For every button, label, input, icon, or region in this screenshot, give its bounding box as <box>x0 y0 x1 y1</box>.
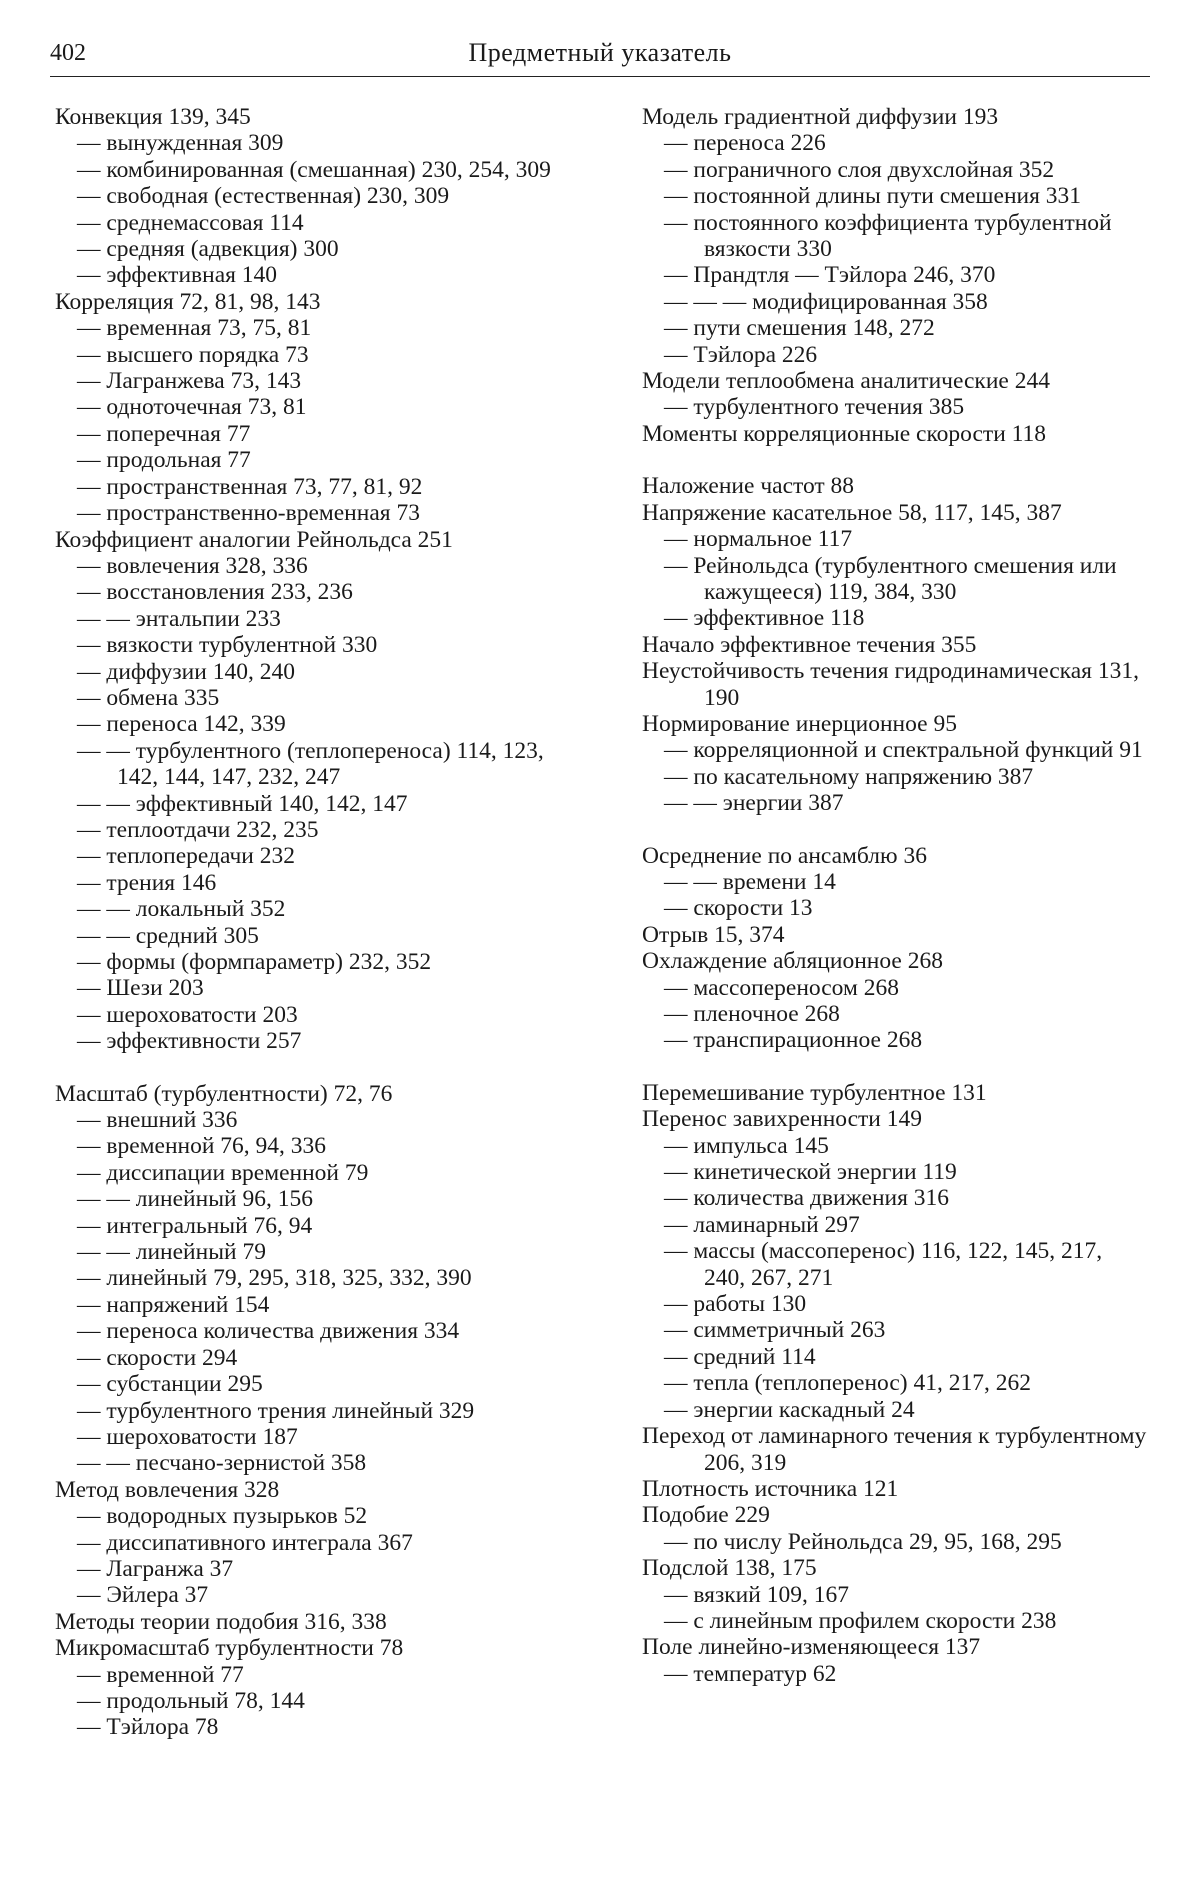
index-subentry: — симметричный 263 <box>664 1317 886 1344</box>
index-subentry: — восстановления 233, 236 <box>77 579 353 606</box>
index-subentry: — массы (массоперенос) 116, 122, 145, 217, 240, 267, 271 <box>664 1238 1103 1291</box>
index-column-right <box>642 104 1147 1687</box>
index-subentry: — формы (формпараметр) 232, 352 <box>77 949 432 975</box>
index-subentry: — — времени 14 <box>664 868 836 895</box>
index-subentry: — транспирационное 268 <box>664 1027 923 1054</box>
index-entry: Методы теории подобия 316, 338 <box>55 1608 387 1635</box>
index-subentry: — теплопередачи 232 <box>77 843 295 870</box>
index-subentry: — пути смешения 148, 272 <box>664 315 935 342</box>
index-subentry: — пространственная 73, 77, 81, 92 <box>77 473 423 500</box>
index-subentry: — продольный 78, 144 <box>77 1687 305 1714</box>
index-entry: Модели теплообмена аналитические 244 <box>642 368 1050 395</box>
index-subentry: — водородных пузырьков 52 <box>77 1503 368 1530</box>
index-entry: Осреднение по ансамблю 36 <box>642 842 927 869</box>
index-subentry: — внешний 336 <box>77 1107 238 1134</box>
index-subentry: — переноса 226 <box>664 130 826 157</box>
index-subentry: — — линейный 79 <box>77 1239 266 1266</box>
index-subentry: — пограничного слоя двухслойная 352 <box>664 156 1055 183</box>
index-subentry: — Шези 203 <box>77 975 204 1002</box>
index-subentry: — — песчано-зернистой 358 <box>77 1450 367 1477</box>
page-number: 402 <box>50 40 86 66</box>
index-subentry: — теплоотдачи 232, 235 <box>77 816 319 843</box>
index-subentry: — эффективная 140 <box>77 262 278 289</box>
index-subentry: — нормальное 117 <box>664 526 853 553</box>
index-entry: Конвекция 139, 345 <box>55 104 251 130</box>
index-entry: Подслой 138, 175 <box>642 1555 817 1582</box>
index-subentry: — субстанции 295 <box>77 1371 263 1398</box>
running-title: Предметный указатель <box>468 38 732 67</box>
index-entry: Перенос завихренности 149 <box>642 1106 923 1133</box>
index-subentry: — турбулентного течения 385 <box>664 394 965 421</box>
index-subentry: — — энергии 387 <box>664 790 844 817</box>
index-subentry: — Тэйлора 78 <box>77 1714 219 1741</box>
index-entry: Подобие 229 <box>642 1502 770 1529</box>
index-subentry: — временной 77 <box>77 1661 244 1688</box>
index-subentry: — кинетической энергии 119 <box>664 1159 957 1186</box>
index-subentry: — по касательному напряжению 387 <box>664 763 1034 790</box>
index-entry: Отрыв 15, 374 <box>642 921 785 948</box>
index-subentry: — поперечная 77 <box>77 420 251 447</box>
index-subentry: — Тэйлора 226 <box>664 341 818 368</box>
index-subentry: — — средний 305 <box>77 922 259 949</box>
index-subentry: — пространственно-временная 73 <box>77 500 420 527</box>
index-entry: Плотность источника 121 <box>642 1475 899 1502</box>
index-entry: Модель градиентной диффузии 193 <box>642 104 999 130</box>
index-subentry: — — энтальпии 233 <box>77 605 281 632</box>
index-subentry: — среднемассовая 114 <box>77 209 304 236</box>
index-subentry: — пленочное 268 <box>664 1001 840 1027</box>
index-subentry: — высшего порядка 73 <box>77 341 309 368</box>
index-entry: Метод вовлечения 328 <box>55 1476 280 1503</box>
index-subentry: — энергии каскадный 24 <box>664 1396 915 1423</box>
index-subentry: — одноточечная 73, 81 <box>77 394 307 421</box>
index-subentry: — Эйлера 37 <box>77 1582 209 1609</box>
index-subentry: — средняя (адвекция) 300 <box>77 236 339 263</box>
index-column-left <box>55 104 567 1741</box>
index-subentry: — по числу Рейнольдса 29, 95, 168, 295 <box>664 1528 1062 1555</box>
index-subentry: — постоянной длины пути смешения 331 <box>664 183 1082 210</box>
index-subentry: — продольная 77 <box>77 447 251 474</box>
index-entry: Напряжение касательное 58, 117, 145, 387 <box>642 499 1062 526</box>
index-subentry: — температур 62 <box>664 1660 837 1687</box>
index-subentry: — комбинированная (смешанная) 230, 254, 309 <box>77 156 551 183</box>
index-subentry: — вязкий 109, 167 <box>664 1581 849 1608</box>
index-entry: Охлаждение абляционное 268 <box>642 948 943 975</box>
index-subentry: — количества движения 316 <box>664 1185 950 1212</box>
index-subentry: — Прандтля — Тэйлора 246, 370 <box>664 262 996 289</box>
index-subentry: — временной 76, 94, 336 <box>77 1133 327 1160</box>
index-subentry: — Лагранжа 37 <box>77 1555 234 1582</box>
index-subentry: — импульса 145 <box>664 1132 829 1159</box>
index-subentry: — шероховатости 203 <box>77 1001 298 1028</box>
index-subentry: — с линейным профилем скорости 238 <box>664 1607 1057 1634</box>
index-subentry: — свободная (естественная) 230, 309 <box>77 183 450 210</box>
index-subentry: — обмена 335 <box>77 684 220 711</box>
index-entry: Начало эффективное течения 355 <box>642 631 977 658</box>
index-entry: Неустойчивость течения гидродинамическая 131, 190 <box>642 658 1139 711</box>
index-subentry: — массопереносом 268 <box>664 974 899 1001</box>
index-subentry: — Рейнольдса (турбулентного смешения или кажущееся) 119, 384, 330 <box>664 552 1117 605</box>
index-subentry: — шероховатости 187 <box>77 1423 298 1450</box>
index-subentry: — напряжений 154 <box>77 1291 270 1318</box>
index-entry: Масштаб (турбулентности) 72, 76 <box>55 1080 393 1107</box>
index-entry: Наложение частот 88 <box>642 473 855 500</box>
index-subentry: — Лагранжева 73, 143 <box>77 368 302 395</box>
index-entry: Поле линейно-изменяющееся 137 <box>642 1634 981 1661</box>
index-subentry: — постоянного коэффициента турбулентной вязкости 330 <box>664 209 1112 263</box>
index-subentry: — скорости 294 <box>77 1344 238 1371</box>
index-entry: Корреляция 72, 81, 98, 143 <box>55 288 321 315</box>
index-subentry: — эффективности 257 <box>77 1028 302 1055</box>
index-subentry: — корреляционной и спектральной функций 91 <box>664 737 1143 764</box>
page-header <box>50 38 1150 82</box>
index-subentry: — вязкости турбулентной 330 <box>77 632 378 659</box>
index-subentry: — диссипативного интеграла 367 <box>77 1529 413 1556</box>
index-subentry: — переноса 142, 339 <box>77 711 286 738</box>
index-subentry: — линейный 79, 295, 318, 325, 332, 390 <box>77 1265 472 1292</box>
index-subentry: — ламинарный 297 <box>664 1211 860 1238</box>
index-entry: Перемешивание турбулентное 131 <box>642 1079 987 1106</box>
index-subentry: — вынужденная 309 <box>77 130 284 157</box>
index-subentry: — — линейный 96, 156 <box>77 1186 313 1213</box>
index-subentry: — интегральный 76, 94 <box>77 1212 313 1239</box>
index-subentry: — тепла (теплоперенос) 41, 217, 262 <box>664 1370 1031 1397</box>
index-subentry: — — локальный 352 <box>77 896 286 923</box>
section-gap <box>642 447 1147 473</box>
index-entry: Коэффициент аналогии Рейнольдса 251 <box>55 526 453 553</box>
index-subentry: — — турбулентного (теплопереноса) 114, 123, 142, 144, 147, 232, 247 <box>77 737 544 791</box>
section-gap <box>55 1055 567 1081</box>
section-gap <box>642 1054 1147 1080</box>
index-subentry: — турбулентного трения линейный 329 <box>77 1397 475 1424</box>
index-subentry: — трения 146 <box>77 869 217 896</box>
index-entry: Микромасштаб турбулентности 78 <box>55 1635 404 1662</box>
index-subentry: — диффузии 140, 240 <box>77 658 295 685</box>
index-subentry: — — эффективный 140, 142, 147 <box>77 790 408 817</box>
section-gap <box>642 817 1147 843</box>
index-entry: Переход от ламинарного течения к турбулентному 206, 319 <box>642 1423 1147 1476</box>
index-entry: Моменты корреляционные скорости 118 <box>642 420 1047 447</box>
index-subentry: — скорости 13 <box>664 895 813 922</box>
index-subentry: — — — модифицированная 358 <box>664 288 988 315</box>
index-subentry: — эффективное 118 <box>664 605 865 632</box>
index-subentry: — временная 73, 75, 81 <box>77 315 312 342</box>
index-subentry: — диссипации временной 79 <box>77 1159 369 1186</box>
index-subentry: — работы 130 <box>664 1291 807 1318</box>
index-subentry: — вовлечения 328, 336 <box>77 552 308 579</box>
index-subentry: — переноса количества движения 334 <box>77 1318 460 1345</box>
header-rule <box>50 76 1150 77</box>
index-entry: Нормирование инерционное 95 <box>642 710 957 737</box>
index-subentry: — средний 114 <box>664 1343 816 1370</box>
